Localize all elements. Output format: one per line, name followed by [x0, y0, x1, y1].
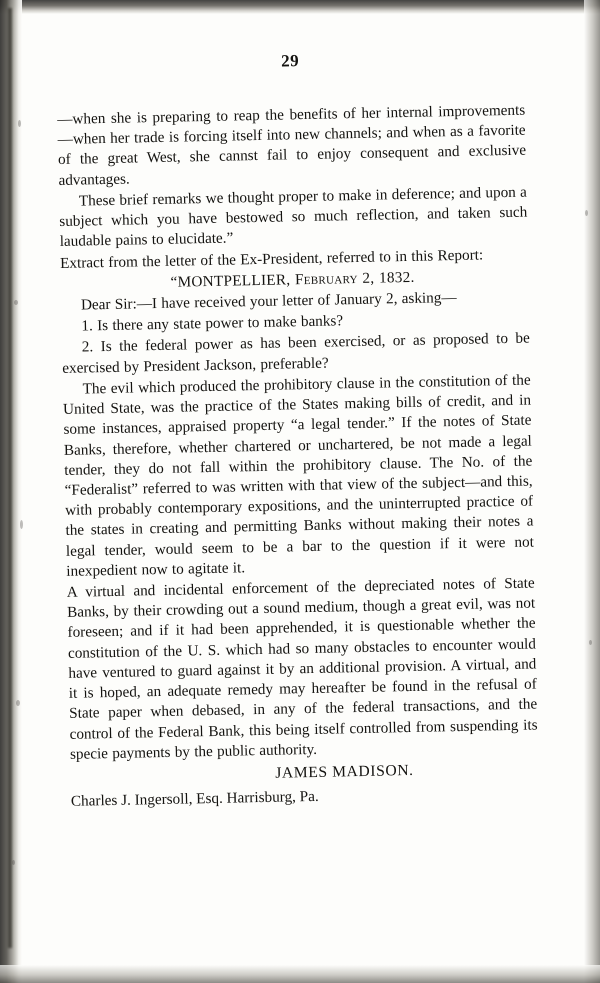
scan-speck [585, 210, 588, 216]
dateline-montpellier: “MONTPELLIER, February 2, 1832. [170, 268, 415, 291]
paragraph-prohibitory-clause: The evil which produced the prohibitory clause in the constitution of the United State, was the practice of the States making bills of credit, and in some instances, appraised property “a legal tender.” If the notes of State Banks, therefore, whether chartered or unchartered, be not made a legal tender, they do not fall within the prohibitory clause. The No. of the “Federalist” referred to was written with that view of the subject—and this, with probably contemporary expositions, and the uninterrupted practice of the states in creating and permitting Banks without making their notes a legal tender, would seem to be a bar to the question if it were not inexpedient now to agitate it. [62, 371, 535, 580]
scan-edge-top [0, 0, 600, 14]
paragraph-internal-improvements: —when she is preparing to reap the benefits of her internal improvements—when her trade is forcing itself into new channels; and when as a favorite of the great West, she cannst fail to enjoy consequent and exclusive advantages. [57, 101, 527, 189]
paragraph-depreciated-notes: A virtual and incidental enforcement of the depreciated notes of State Banks, by their crowding out a sound medium, though a great evil, was not foreseen; and if it had been apprehended, it is questionable whether the constitution of the U. S. which had so many obstacles to encounter would have ventured to guard against it by an additional provision. A virtual, and it is hoped, an adequate remedy may hereafter be found in the refusal of State paper when debased, in any of the federal transactions, and the control of the Federal Bank, this being itself controlled from suspending its specie payments by the public authority. [66, 574, 538, 763]
scan-speck [589, 640, 592, 645]
scan-edge-left [0, 0, 22, 983]
paragraph-extract-intro: Extract from the letter of the Ex-President, referred to in this Report: [59, 246, 484, 272]
scan-speck [14, 300, 18, 305]
scan-speck [16, 700, 20, 706]
scan-speck [12, 860, 15, 865]
scan-edge-bottom [0, 965, 600, 983]
scan-speck [18, 120, 21, 127]
salutation-dear-sir: Dear Sir:—I have received your letter of January 2, asking— [80, 288, 457, 314]
page-text-body [56, 47, 539, 811]
question-item-1: 1. Is there any state power to make banks? [81, 312, 344, 335]
scan-gutter-shadow [8, 8, 12, 948]
page-number: 29 [280, 51, 300, 71]
scan-speck [20, 520, 23, 529]
question-item-2: 2. Is the federal power as has been exercised, or as proposed to be exercised by President Jackson, preferable? [62, 329, 530, 377]
signature-james-madison: JAMES MADISON. [275, 761, 414, 782]
scan-edge-right [584, 0, 600, 983]
addressee-line: Charles J. Ingersoll, Esq. Harrisburg, Pa. [70, 787, 319, 810]
paragraph-brief-remarks: These brief remarks we thought proper to make in deference; and upon a subject which you have bestowed so much reflection, and taken such laudable pains to elucidate.” [59, 183, 528, 251]
